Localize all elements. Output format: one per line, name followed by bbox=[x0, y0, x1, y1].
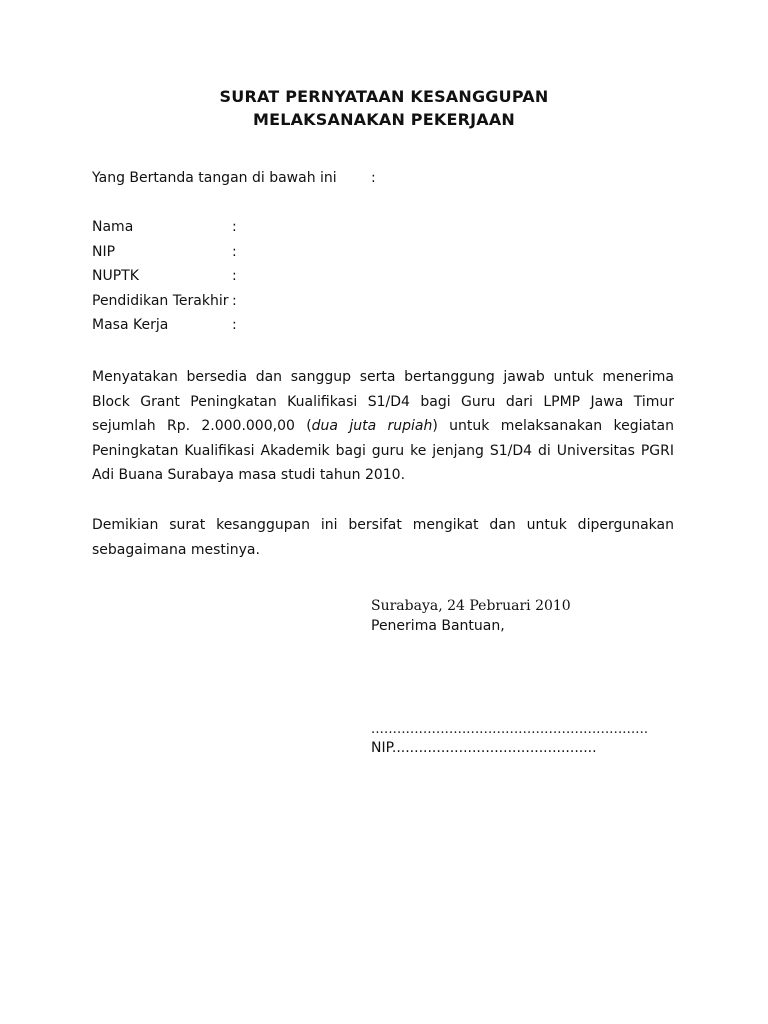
recipient-label: Penerima Bantuan, bbox=[371, 618, 505, 634]
field-colon-nuptk: : bbox=[232, 268, 237, 284]
amount-in-words: dua juta rupiah bbox=[311, 418, 433, 434]
field-label-pendidikan: Pendidikan Terakhir bbox=[92, 293, 229, 309]
field-label-nuptk: NUPTK bbox=[92, 268, 139, 284]
field-label-nama: Nama bbox=[92, 219, 134, 235]
closing-paragraph: Demikian surat kesanggupan ini bersifat mengikat dan untuk dipergunakan sebagaimana mestinya. bbox=[92, 517, 674, 558]
document-title-line-1: SURAT PERNYATAAN KESANGGUPAN bbox=[219, 87, 549, 106]
intro-statement: Yang Bertanda tangan di bawah ini bbox=[92, 170, 337, 186]
field-colon-masa-kerja: : bbox=[232, 317, 237, 333]
document-title-line-2: MELAKSANAKAN PEKERJAAN bbox=[252, 110, 516, 129]
field-colon-nip: : bbox=[232, 244, 237, 260]
field-colon-nama: : bbox=[232, 219, 237, 235]
place-and-date: Surabaya, 24 Pebruari 2010 bbox=[371, 598, 571, 614]
intro-colon: : bbox=[371, 170, 376, 186]
signature-nip-line: NIP.............................................. bbox=[371, 740, 597, 756]
statement-paragraph bbox=[92, 365, 674, 488]
field-colon-pendidikan: : bbox=[232, 293, 237, 309]
field-label-nip: NIP bbox=[92, 244, 116, 260]
field-label-masa-kerja: Masa Kerja bbox=[92, 317, 169, 333]
statement-text-part-2: ) untuk melaksanakan kegiatan Peningkatan Kualifikasi Akademik bagi guru ke jenjang S1/D4 di Universitas PGRI Adi Buana Surabaya masa studi tahun 2010. bbox=[92, 418, 674, 483]
statement-text-part-1: Menyatakan bersedia dan sanggup serta bertanggung jawab untuk menerima Block Grant Peningkatan Kualifikasi S1/D4 bagi Guru dari LPMP Jawa Timur sejumlah Rp. 2.000.000,00 ( bbox=[92, 369, 674, 434]
signature-name-line: ................................................................ bbox=[371, 722, 649, 737]
